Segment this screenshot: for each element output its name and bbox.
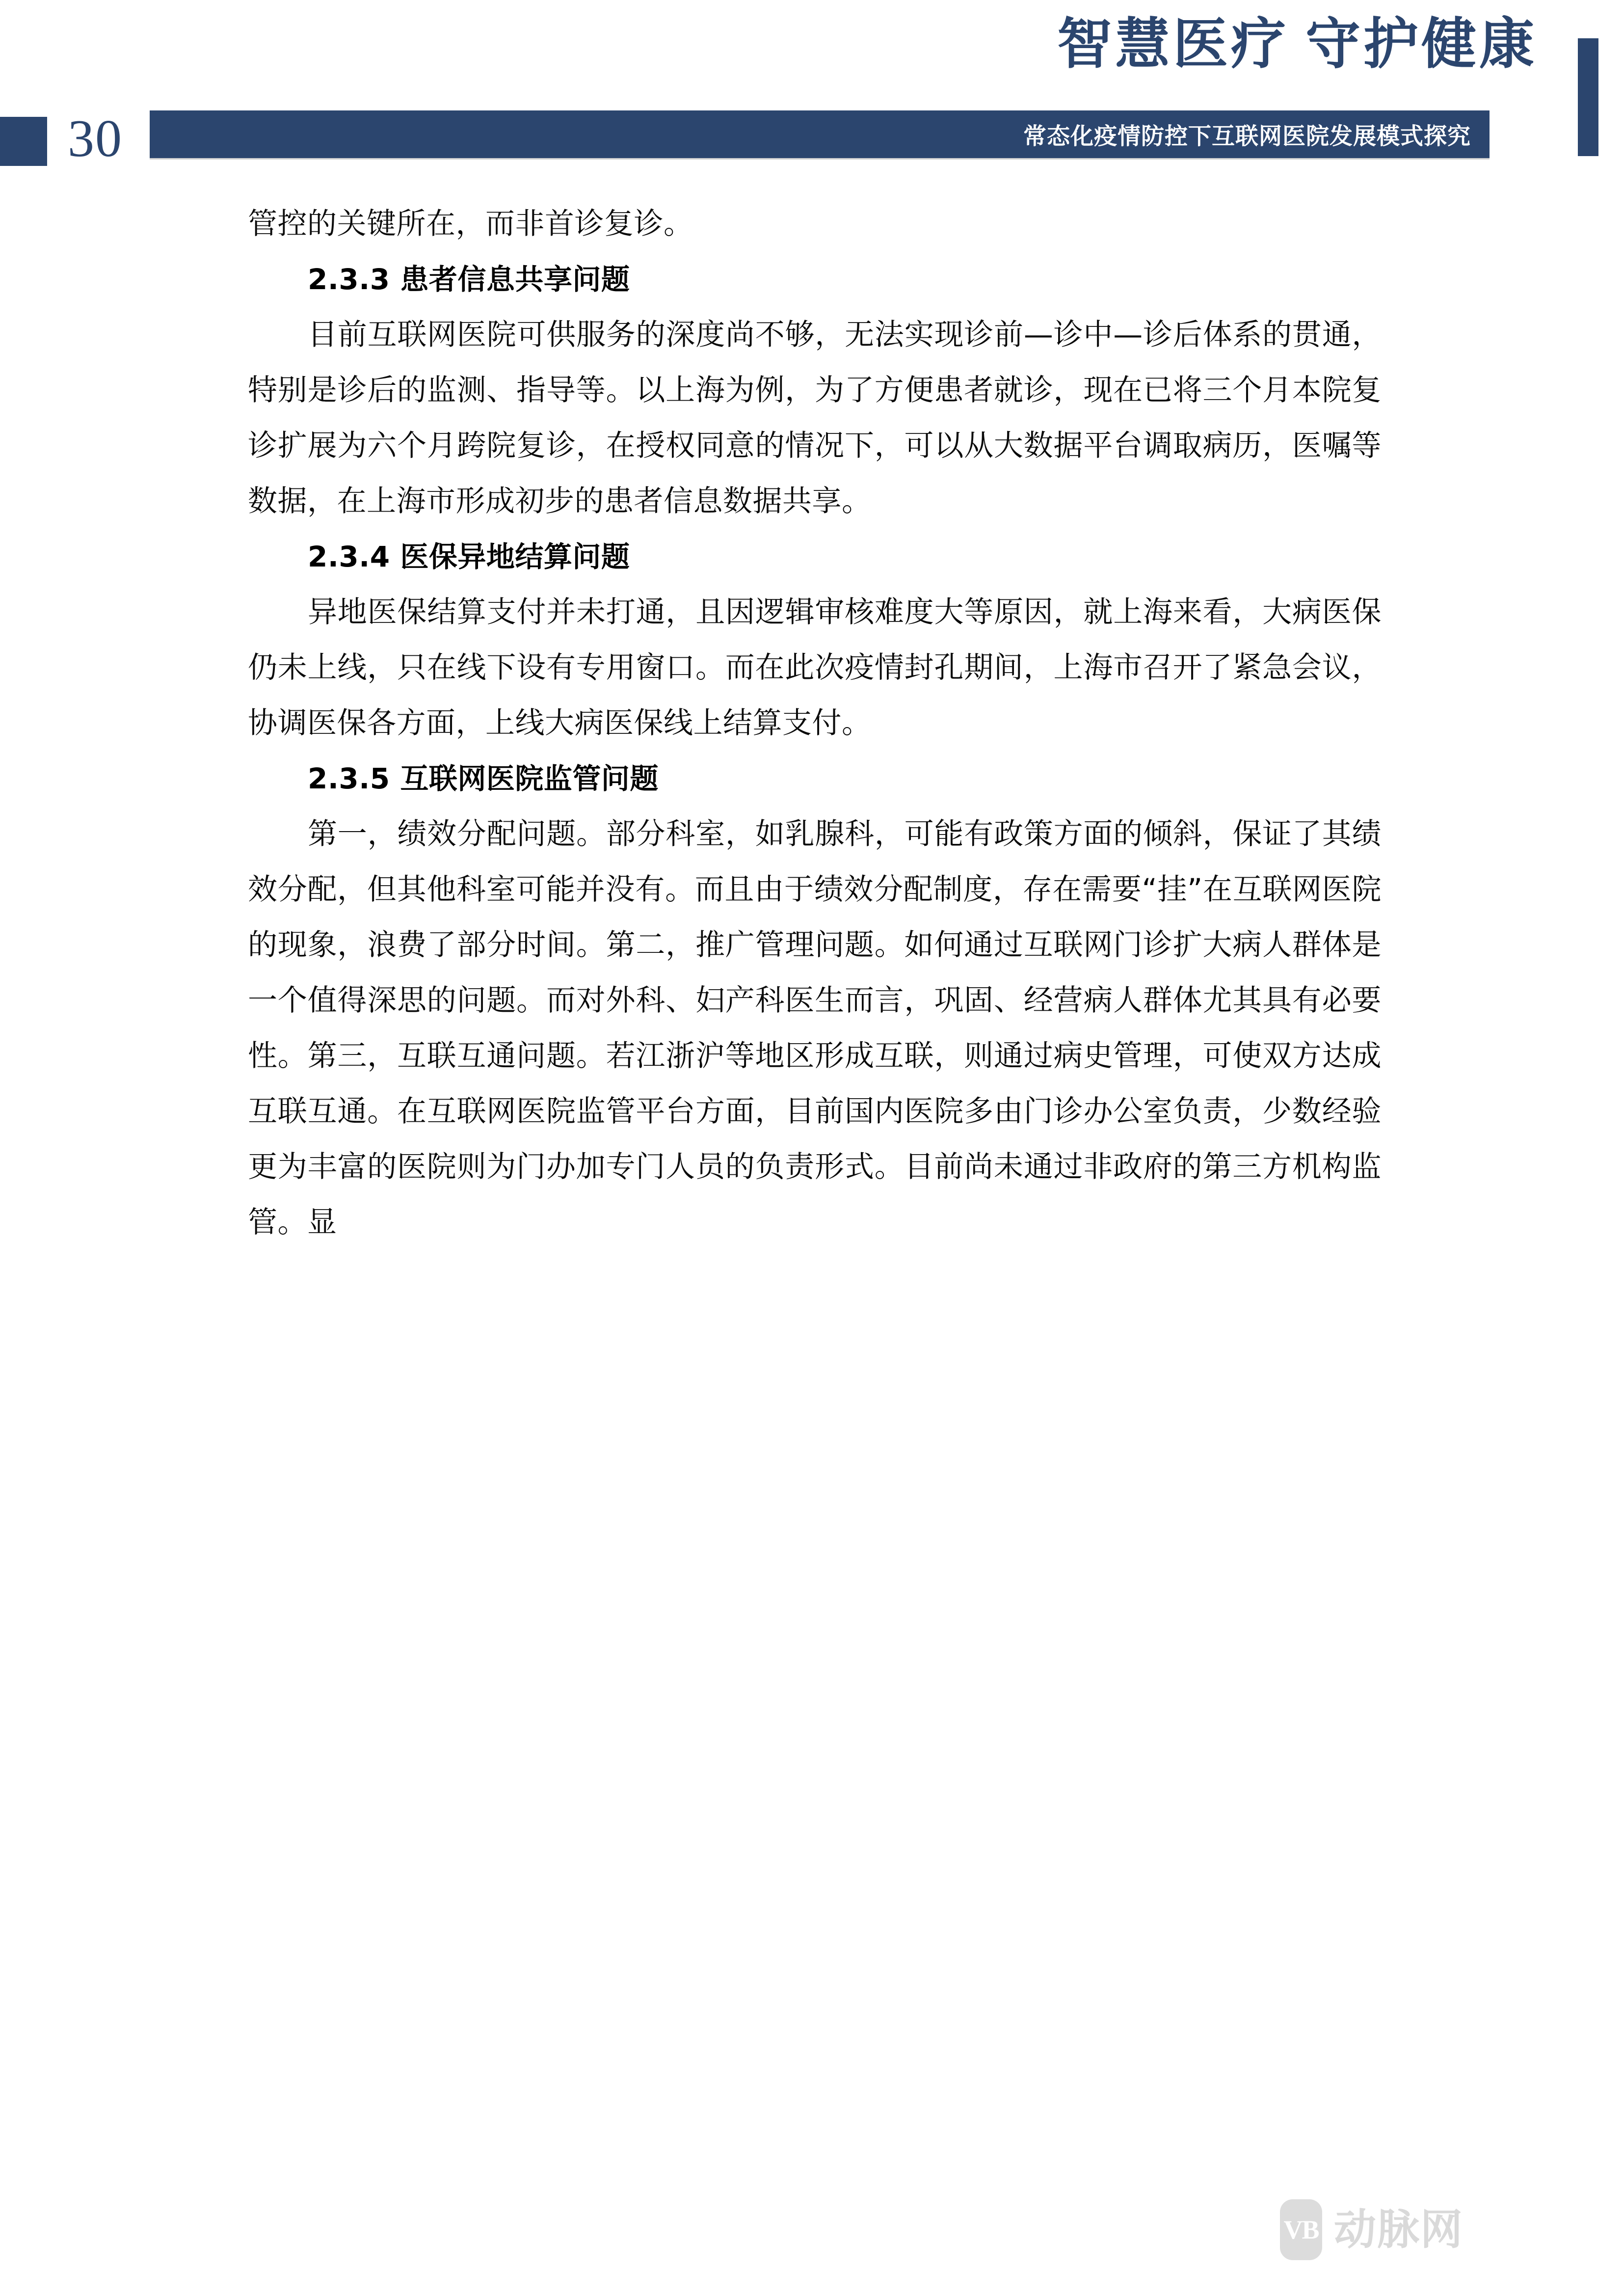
section-heading-2-3-5: 2.3.5 互联网医院监管问题 [308, 762, 659, 795]
paragraph-patient-info-sharing: 目前互联网医院可供服务的深度尚不够，无法实现诊前—诊中—诊后体系的贯通，特别是诊后的监测、指导等。以上海为例，为了方便患者就诊，现在已将三个月本院复诊扩展为六个月跨院复诊，在授权同意的情况下，可以从大数据平台调取病历，医嘱等数据，在上海市形成初步的患者信息数据共享。 [248, 318, 1382, 518]
paragraph-continuation: 管控的关键所在，而非首诊复诊。 [248, 207, 693, 241]
vb-logo-text: VB [1283, 2215, 1319, 2244]
section-heading-2-3-3: 2.3.3 患者信息共享问题 [308, 263, 630, 296]
page-number-marker [0, 117, 47, 166]
paragraph-insurance-settlement: 异地医保结算支付并未打通，且因逻辑审核难度大等原因，就上海来看，大病医保仍未上线，只在线下设有专用窗口。而在此次疫情封孔期间，上海市召开了紧急会议，协调医保各方面，上线大病医保线上结算支付。 [248, 595, 1382, 740]
body-text-column [248, 196, 1382, 1250]
publication-title: 智慧医疗 守护健康 [1057, 14, 1537, 75]
section-heading-2-3-4: 2.3.4 医保异地结算问题 [308, 540, 630, 573]
vb-logo-icon [1280, 2199, 1322, 2260]
header-accent-bar [1578, 38, 1598, 156]
watermark-label: 动脉网 [1334, 2205, 1463, 2254]
paragraph-supervision: 第一，绩效分配问题。部分科室，如乳腺科，可能有政策方面的倾斜，保证了其绩效分配，但其他科室可能并没有。而且由于绩效分配制度，存在需要“挂”在互联网医院的现象，浪费了部分时间。第二，推广管理问题。如何通过互联网门诊扩大病人群体是一个值得深思的问题。而对外科、妇产科医生而言，巩固、经营病人群体尤其具有必要性。第三，互联互通问题。若江浙沪等地区形成互联，则通过病史管理，可使双方达成互联互通。在互联网医院监管平台方面，目前国内医院多由门诊办公室负责，少数经验更为丰富的医院则为门办加专门人员的负责形式。目前尚未通过非政府的第三方机构监管。显 [248, 817, 1382, 1240]
page-header [0, 0, 1623, 177]
page-number: 30 [68, 109, 123, 168]
subtitle-band [150, 110, 1490, 158]
article-subtitle: 常态化疫情防控下互联网医院发展模式探究 [1023, 124, 1471, 149]
watermark [1280, 2199, 1463, 2260]
